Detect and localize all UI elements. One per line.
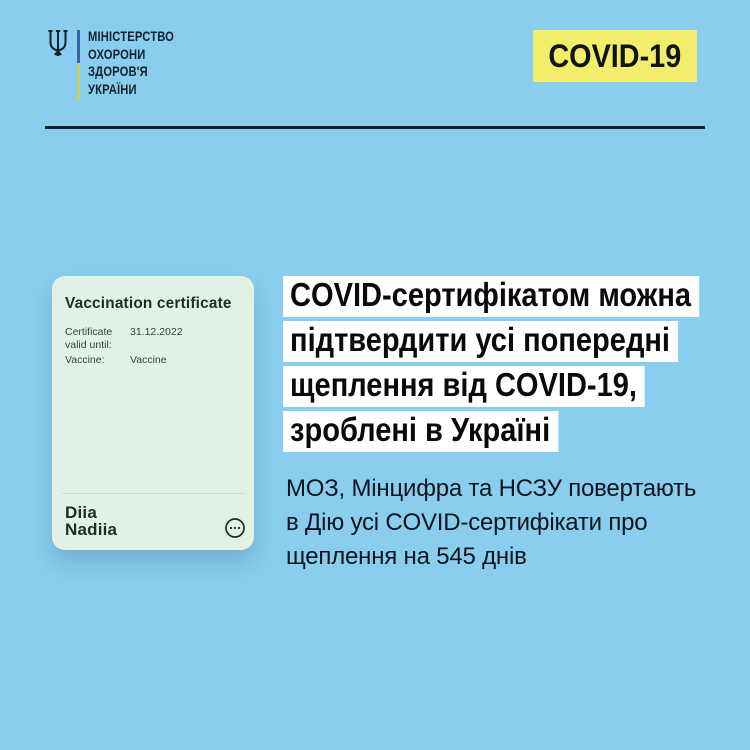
header-divider-rule (45, 126, 705, 129)
holder-line: Nadiia (65, 520, 118, 539)
field-label: Certificate valid until: (65, 326, 113, 351)
trident-icon (46, 29, 70, 57)
certificate-title: Vaccination certificate (65, 295, 232, 312)
headline (283, 276, 750, 456)
subtext-line: щеплення на 545 днів (286, 543, 527, 570)
headline-line: підтвердити усі попередні (283, 321, 678, 362)
ministry-line: ОХОРОНИ (88, 45, 146, 62)
subtext (286, 472, 696, 574)
headline-line: зроблені в Україні (283, 411, 558, 452)
holder-line: Diia (65, 503, 97, 522)
ministry-name (88, 28, 174, 98)
certificate-holder-name (65, 504, 117, 538)
brand-bar (77, 30, 80, 100)
covid19-badge-label: COVID-19 (548, 37, 682, 74)
field-value: 31.12.2022 (130, 326, 183, 338)
headline-line: щеплення від COVID-19, (283, 366, 645, 407)
ministry-line: МІНІСТЕРСТВО (88, 28, 175, 44)
field-value: Vaccine (130, 354, 167, 366)
brand-bar-yellow (77, 63, 80, 100)
vaccination-certificate-card (52, 276, 254, 550)
ministry-line: ЗДОРОВ'Я (88, 63, 148, 79)
card-divider (62, 493, 246, 494)
headline-line: COVID-сертифікатом можна (283, 276, 699, 317)
field-label: Vaccine: (65, 354, 105, 366)
brand-bar-blue (77, 30, 80, 63)
subtext-line: МОЗ, Мінцифра та НСЗУ повертають (286, 475, 697, 502)
more-options-icon (224, 517, 246, 539)
covid19-badge (533, 30, 697, 82)
subtext-line: в Дію усі COVID-сертифікати про (286, 509, 648, 536)
ministry-line: УКРАЇНИ (88, 80, 137, 97)
